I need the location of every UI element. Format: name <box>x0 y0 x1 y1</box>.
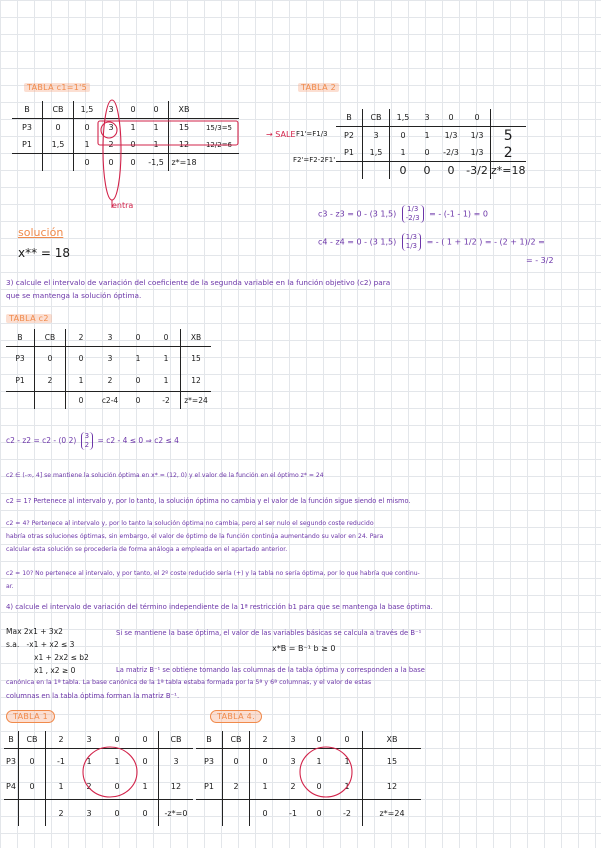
interval-statement: c2 ∈ (-∞, 4] se mantiene la solución óptima en x* = (12, 0) y el valor de la función en el óptimo z* = 24 <box>6 472 324 479</box>
value-cell: 1 <box>332 749 363 775</box>
basis-cell: P3 <box>12 119 43 137</box>
header-cell: XB <box>181 329 212 347</box>
cb-cell: 3 <box>363 127 390 145</box>
header-cell: 2 <box>46 731 77 749</box>
header-cell: 0 <box>344 735 350 744</box>
value-cell: 0 <box>250 749 281 775</box>
cb-cell: 1,5 <box>43 136 74 154</box>
value-cell: 2 <box>100 136 122 154</box>
solucion-value: x** = 18 <box>18 246 71 260</box>
reduced-cost-cell: 2 <box>46 800 77 827</box>
value-cell: -1 <box>46 749 77 775</box>
header-cell: 1,5 <box>390 109 417 127</box>
case-c2-1: c2 = 1? Pertenece al intervalo y, por lo tanto, la solución óptima no cambia y el valor de la función sigue siendo el mismo. <box>6 497 411 505</box>
value-cell: 1 <box>124 347 152 370</box>
reduced-cost-cell: 0 <box>447 164 455 177</box>
question-3-line-2: que se mantenga la solución óptima. <box>6 291 142 300</box>
tabla-1 <box>4 731 193 826</box>
value-cell: 1 <box>144 136 169 154</box>
lp-objective: Max 2x1 + 3x2 <box>6 627 63 636</box>
c4-final: = - 3/2 <box>526 256 554 265</box>
cb-cell: 2 <box>35 369 66 392</box>
header-cell: CB <box>159 731 194 749</box>
explanation-line-3: canónica en la 1ª tabla. La base canónica de la 1ª tabla estaba formada por la 5ª y 6ª columnas, y el valor de estas <box>6 679 372 686</box>
explanation-line-4: columnas en la tabla óptima forman la matriz B⁻¹. <box>6 692 180 700</box>
header-cell: 0 <box>153 105 159 114</box>
entra-label: entra <box>112 201 134 210</box>
value-cell: 1/3 <box>464 127 491 145</box>
cb-cell: 0 <box>43 119 74 137</box>
value-cell: 1 <box>76 749 102 775</box>
xb-cell: 12 <box>169 136 200 154</box>
value-cell: -2/3 <box>438 144 464 162</box>
xb-cell: 2 <box>491 144 526 162</box>
pivot-cell: 3 <box>100 119 122 137</box>
header-cell: XB <box>169 101 200 119</box>
value-cell: 1 <box>66 369 97 392</box>
lp-constraint: x1 + 2x2 ≤ b2 <box>34 653 89 662</box>
basis-cell: P3 <box>196 749 223 775</box>
explanation-formula: x*B = B⁻¹ b ≥ 0 <box>272 644 336 653</box>
header-cell: CB <box>19 731 46 749</box>
header-cell: B <box>206 735 212 744</box>
reduced-cost-cell: 0 <box>108 158 114 167</box>
basis-cell: P1 <box>336 144 363 162</box>
header-cell: 2 <box>66 329 97 347</box>
header-cell: 0 <box>448 113 454 122</box>
lp-model <box>6 625 89 677</box>
xb-cell: 15 <box>169 119 200 137</box>
header-cell: CB <box>43 101 74 119</box>
c3-calculation: c3 - z3 = 0 - (3 1,5) 1/3 -2/3 = - (-1 - 1) = 0 <box>318 205 488 222</box>
reduced-cost-cell: 0 <box>135 396 141 405</box>
value-cell: 1 <box>132 774 159 800</box>
value-cell: 1 <box>250 774 281 800</box>
value-cell: 3 <box>96 347 124 370</box>
ratio-cell: 12/2=6 <box>199 136 239 154</box>
xb-cell: 15 <box>363 749 422 775</box>
header-cell: B <box>17 333 23 342</box>
header-cell: 0 <box>114 735 120 744</box>
c2-condition: c2 - z2 = c2 - (0 2) 3 2 = c2 - 4 ≤ 0 ⇒ c2 ≤ 4 <box>6 432 179 449</box>
value-cell: 1 <box>46 774 77 800</box>
header-cell: 2 <box>250 731 281 749</box>
cb-cell: 1,5 <box>363 144 390 162</box>
value-cell: 0 <box>416 144 438 162</box>
xb-cell: 12 <box>181 369 212 392</box>
basis-cell: P3 <box>6 347 35 370</box>
objective-cell: z*=24 <box>181 392 212 410</box>
xb-cell: 5 <box>491 127 526 145</box>
value-cell: 1/3 <box>438 127 464 145</box>
case-c2-4: c2 = 4? Pertenece al intervalo y, por lo tanto la solución óptima no cambia, pero al ser nulo el segundo coste reducido habría otras soluciones óptimas, sin embargo, el valor de óptimo de la función continúa aumentando su valor en 24. Para calcular esta solución se procedería de forma análoga a empleada en el apartado anterior. <box>6 520 384 553</box>
basis-cell: P1 <box>6 369 35 392</box>
reduced-cost-cell: 0 <box>250 800 281 827</box>
value-cell: 1 <box>390 144 417 162</box>
header-cell: CB <box>363 109 390 127</box>
tabla-c1-title: TABLA c1=1'5 <box>24 83 90 92</box>
question-4: 4) calcule el intervalo de variación del término independiente de la 1ª restricción b1 para que se mantenga la base óptima. <box>6 603 433 611</box>
value-cell: 0 <box>66 347 97 370</box>
header-cell: B <box>8 735 14 744</box>
ratio-cell: 15/3=5 <box>199 119 239 137</box>
header-cell: 3 <box>424 113 430 122</box>
value-cell: 1 <box>416 127 438 145</box>
basis-cell: P2 <box>336 127 363 145</box>
xb-cell: 15 <box>181 347 212 370</box>
value-cell: 1 <box>144 119 169 137</box>
reduced-cost-cell: c2-4 <box>101 396 119 405</box>
cb-cell: 2 <box>223 774 250 800</box>
value-cell: 1 <box>306 749 332 775</box>
value-cell: 3 <box>280 749 306 775</box>
c4-calculation: c4 - z4 = 0 - (3 1,5) 1/3 1/3 = - ( 1 + 1/2 ) = - (2 + 1)/2 = <box>318 233 545 250</box>
value-cell: 2 <box>280 774 306 800</box>
tabla-4-title: TABLA 4. <box>210 712 262 721</box>
header-cell: 3 <box>107 333 113 342</box>
value-cell: 0 <box>102 774 132 800</box>
reduced-cost-cell: 0 <box>66 392 97 410</box>
value-cell: 2 <box>96 369 124 392</box>
tabla-c2 <box>6 329 211 409</box>
value-cell: 0 <box>390 127 417 145</box>
header-cell: B <box>24 105 30 114</box>
xb-cell: 12 <box>363 774 422 800</box>
header-cell: 0 <box>163 333 169 342</box>
cb-cell: 0 <box>35 347 66 370</box>
header-cell: 0 <box>474 113 480 122</box>
row-operation: F1'=F1/3 <box>296 130 328 138</box>
objective-cell: z*=18 <box>491 162 526 180</box>
reduced-cost-cell: 0 <box>316 808 322 818</box>
xb-cell: 3 <box>159 749 194 775</box>
tabla-2-title: TABLA 2 <box>298 83 339 92</box>
header-cell: CB <box>223 731 250 749</box>
tabla-c2-title: TABLA c2 <box>6 314 52 323</box>
header-cell: 0 <box>135 333 141 342</box>
value-cell: 1 <box>122 119 144 137</box>
reduced-cost-cell: -1 <box>289 808 297 818</box>
value-cell: 2 <box>76 774 102 800</box>
tabla-c1 <box>12 101 239 171</box>
reduced-cost-cell: 0 <box>390 162 417 180</box>
basis-cell: P4 <box>4 774 19 800</box>
reduced-cost-cell: 3 <box>86 808 92 818</box>
header-cell: 3 <box>290 735 296 744</box>
value-cell: 1 <box>152 369 181 392</box>
value-cell: 0 <box>122 136 144 154</box>
xb-cell: 12 <box>159 774 194 800</box>
value-cell: 1 <box>332 774 363 800</box>
basis-cell: P1 <box>12 136 43 154</box>
tabla-1-title: TABLA 1 <box>6 712 55 721</box>
lp-constraint: s.a. -x1 + x2 ≤ 3 <box>6 640 75 649</box>
cb-cell: 0 <box>19 774 46 800</box>
objective-cell: -z*=0 <box>159 800 194 827</box>
explanation-line-1: Si se mantiene la base óptima, el valor de las variables básicas se calcula a través de B⁻¹ <box>116 629 422 637</box>
header-cell: XB <box>363 731 422 749</box>
case-c2-10: c2 = 10? No pertenece al intervalo, y por tanto, el 2º coste reducido sería (+) y la tabla no sería óptima, por lo que habría que continu- ar. <box>6 570 420 590</box>
header-cell: 0 <box>316 735 322 744</box>
tabla-4 <box>196 731 421 826</box>
lp-nonnegativity: x1 , x2 ≥ 0 <box>34 666 76 675</box>
cb-cell: 0 <box>19 749 46 775</box>
header-cell: 0 <box>142 735 148 744</box>
value-cell: 0 <box>306 774 332 800</box>
header-cell: 3 <box>108 105 114 114</box>
question-3-line-1: 3) calcule el intervalo de variación del coeficiente de la segunda variable en la función objetivo (c2) para <box>6 278 391 287</box>
reduced-cost-cell: 0 <box>142 808 148 818</box>
header-cell: B <box>346 113 352 122</box>
row-operation: F2'=F2-2F1' <box>293 156 336 164</box>
reduced-cost-cell: 0 <box>74 154 101 172</box>
header-cell: 0 <box>130 105 136 114</box>
objective-cell: z*=24 <box>363 800 422 827</box>
reduced-cost-cell: 0 <box>423 164 431 177</box>
header-cell: 1,5 <box>74 101 101 119</box>
reduced-cost-cell: -1,5 <box>148 158 164 167</box>
value-cell: 0 <box>74 119 101 137</box>
explanation-line-2: La matriz B⁻¹ se obtiene tomando las columnas de la tabla óptima y corresponden a la base <box>116 666 425 674</box>
value-cell: 0 <box>132 749 159 775</box>
reduced-cost-cell: 0 <box>114 808 120 818</box>
reduced-cost-cell: -2 <box>343 808 351 818</box>
value-cell: 1/3 <box>464 144 491 162</box>
solucion-label: solución <box>18 226 64 239</box>
header-cell: CB <box>35 329 66 347</box>
basis-cell: P1 <box>196 774 223 800</box>
value-cell: 0 <box>124 369 152 392</box>
basis-cell: P3 <box>4 749 19 775</box>
tabla-2 <box>336 109 526 179</box>
reduced-cost-cell: -2 <box>162 396 170 405</box>
cb-cell: 0 <box>223 749 250 775</box>
reduced-cost-cell: 0 <box>130 158 136 167</box>
header-cell: 3 <box>86 735 92 744</box>
reduced-cost-cell: -3/2 <box>466 164 488 177</box>
sale-label: → SALE <box>266 130 296 139</box>
value-cell: 1 <box>74 136 101 154</box>
value-cell: 1 <box>152 347 181 370</box>
value-cell: 1 <box>102 749 132 775</box>
objective-cell: z*=18 <box>169 154 200 172</box>
